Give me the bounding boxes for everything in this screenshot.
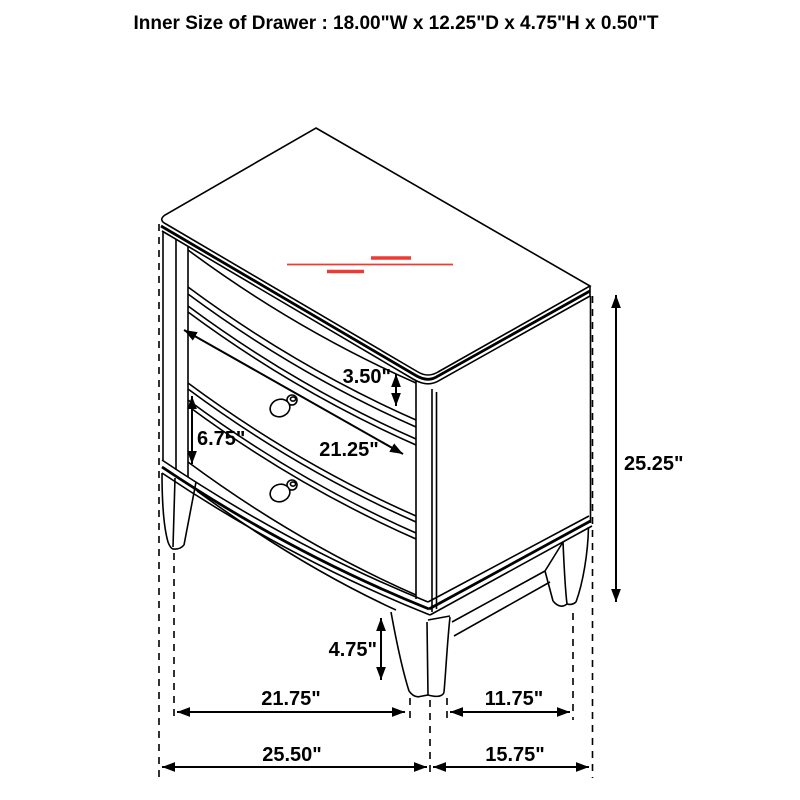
top-highlight-marks	[287, 258, 453, 272]
dimension-label: 3.50"	[342, 366, 391, 388]
front-right-post	[416, 380, 437, 612]
diagram-title: Inner Size of Drawer : 18.00"W x 12.25"D x 4.75"H x 0.50"T	[133, 13, 659, 34]
nightstand-top	[161, 128, 590, 384]
dimension-label: 6.75"	[197, 428, 246, 450]
drawer-knob	[268, 395, 297, 420]
front-left-stile	[176, 239, 188, 477]
dim-shelf-opening-height	[343, 366, 396, 406]
dimension-label: 15.75"	[485, 744, 545, 766]
dimension-label: 4.75"	[328, 639, 377, 661]
dim-front-leg-spacing	[177, 688, 405, 712]
drawer-top	[188, 306, 416, 522]
side-band-bottom	[430, 526, 592, 615]
top-face-outline	[162, 128, 590, 375]
top-edge-lower-line	[162, 231, 590, 384]
dim-lower-drawer-height	[192, 396, 245, 464]
dim-overall-depth	[433, 744, 589, 767]
leg-outline	[391, 612, 450, 697]
base-molding	[162, 460, 592, 615]
dimension-label: 25.25"	[624, 453, 684, 475]
dimension-label: 21.75"	[261, 688, 321, 710]
shelf-compartment-lines	[188, 250, 416, 427]
front-center-leg	[391, 612, 450, 697]
dim-overall-height	[616, 295, 684, 602]
dim-side-leg-spacing	[450, 688, 570, 712]
dimension-label: 25.50"	[262, 744, 322, 766]
knob-neck-inner	[290, 482, 295, 486]
dim-leg-height	[329, 618, 381, 680]
drawer-top-edges	[188, 306, 416, 522]
leg-outline	[545, 527, 589, 606]
knob-neck-inner	[290, 397, 295, 401]
dimension-label: 21.25"	[319, 439, 379, 461]
dim-overall-width	[162, 744, 427, 767]
drawer-knob	[268, 480, 297, 505]
dimension-label: 11.75"	[484, 688, 544, 710]
rear-right-leg	[545, 527, 589, 606]
